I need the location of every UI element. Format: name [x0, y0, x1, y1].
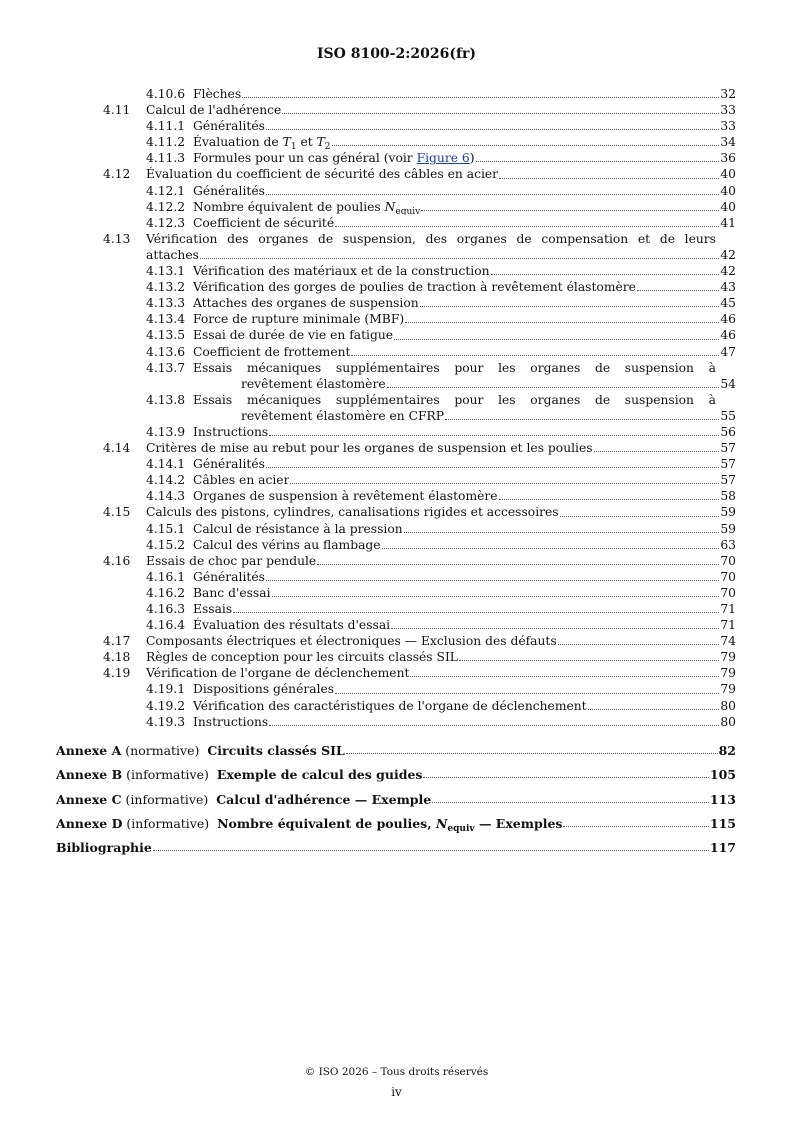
- toc-number: 4.16.3: [146, 602, 186, 616]
- toc-entry[interactable]: [56, 569, 736, 585]
- dot-leader: [563, 826, 708, 827]
- toc-entry[interactable]: [56, 440, 736, 456]
- toc-title: Composants électriques et électroniques — Exclusion des défauts: [146, 634, 557, 649]
- toc-number: 4.19.3: [146, 714, 186, 729]
- toc-entry[interactable]: [56, 279, 736, 295]
- toc-number: 4.13.6: [146, 344, 186, 359]
- toc-number: 4.13.1: [146, 264, 186, 279]
- toc-title: Attaches des organes de suspension: [193, 296, 419, 311]
- dot-leader: [272, 596, 720, 597]
- toc-number: 4.13.9: [146, 424, 186, 439]
- toc-entry[interactable]: [56, 504, 736, 520]
- toc-entry[interactable]: [56, 118, 736, 134]
- toc-page: 40: [720, 167, 736, 182]
- toc-title: Généralités: [193, 183, 265, 198]
- dot-leader: [317, 564, 719, 565]
- toc-entry[interactable]: [56, 424, 736, 440]
- dot-leader: [423, 777, 708, 778]
- toc-page: 70: [720, 585, 736, 600]
- toc-page: 40: [720, 199, 736, 214]
- dot-leader: [432, 802, 709, 803]
- dot-leader: [290, 483, 719, 484]
- toc-entry[interactable]: [56, 633, 736, 649]
- toc-title: Calcul de l'adhérence: [146, 103, 282, 118]
- dot-leader: [637, 290, 719, 291]
- toc-page: 46: [720, 328, 736, 343]
- toc-title: Coefficient de sécurité: [193, 215, 335, 230]
- toc-page: 70: [720, 569, 736, 584]
- toc-number: 4.13: [103, 231, 131, 246]
- toc-entry[interactable]: [56, 698, 736, 714]
- toc-title: Essais: [193, 602, 233, 616]
- toc-page: 40: [720, 183, 736, 198]
- toc-entry[interactable]: [56, 392, 736, 424]
- toc-number: 4.15.1: [146, 521, 186, 536]
- toc-page: 58: [720, 489, 736, 504]
- annex-page: 113: [709, 791, 736, 807]
- toc-page: 80: [720, 714, 736, 729]
- dot-leader: [476, 161, 720, 162]
- toc-title: Généralités: [193, 457, 265, 472]
- copyright-footer: © ISO 2026 – Tous droits réservés: [304, 1066, 489, 1078]
- document-header: ISO 8100-2:2026(fr): [316, 46, 477, 62]
- toc-number: 4.11: [103, 103, 131, 118]
- dot-leader: [499, 499, 720, 500]
- toc-number: 4.14: [103, 441, 131, 456]
- annex-entry-d[interactable]: [56, 807, 736, 834]
- toc-number: 4.12: [103, 167, 131, 182]
- toc-entry[interactable]: [56, 681, 736, 697]
- toc-title-line-2-text: revêtement élastomère: [241, 376, 386, 391]
- toc-page: 43: [720, 280, 736, 295]
- annex-label: Annexe C: [56, 791, 122, 807]
- toc-page: 41: [720, 215, 736, 230]
- toc-page: 33: [720, 103, 736, 118]
- annex-kind: (informative): [126, 815, 210, 831]
- dot-leader: [269, 435, 719, 436]
- dot-leader: [420, 306, 720, 307]
- annex-label: Annexe D: [56, 815, 123, 831]
- toc-title: Généralités: [193, 119, 265, 134]
- toc-title: Généralités: [193, 569, 265, 584]
- toc-number: 4.13.3: [146, 296, 186, 311]
- annex-title-formula: Nombre équivalent de poulies, $N_{equiv}$ — Exemples: [217, 815, 563, 834]
- toc-number: 4.13.4: [146, 312, 186, 327]
- dot-leader: [332, 145, 720, 146]
- annex-label: Annexe B: [56, 767, 123, 783]
- annex-page: 105: [709, 767, 736, 783]
- dot-leader: [153, 850, 709, 851]
- toc-entry[interactable]: [56, 327, 736, 343]
- toc-number: 4.19: [103, 666, 131, 681]
- toc-number: 4.18: [103, 650, 131, 665]
- toc-title: Instructions: [193, 714, 269, 729]
- dot-leader: [459, 660, 719, 661]
- annex-entry-a[interactable]: [56, 734, 736, 758]
- dot-leader: [266, 580, 719, 581]
- dot-leader: [404, 532, 720, 533]
- toc-title: Flèches: [193, 87, 242, 101]
- annex-title: Calcul d'adhérence — Exemple: [216, 791, 432, 807]
- annex-kind: (normative): [125, 743, 200, 759]
- toc-number: 4.19.1: [146, 682, 186, 697]
- dot-leader: [382, 548, 720, 549]
- toc-title: Évaluation du coefficient de sécurité des câbles en acier: [146, 167, 499, 182]
- toc-title-line-2: [146, 247, 736, 263]
- toc-page: 71: [720, 602, 736, 616]
- toc-page: 63: [720, 537, 736, 552]
- annex-page: 82: [718, 743, 736, 759]
- toc-title: Organes de suspension à revêtement élastomère: [193, 489, 498, 504]
- toc-title: Calcul des vérins au flambage: [193, 537, 381, 552]
- toc-number: 4.11.3: [146, 151, 186, 166]
- toc-entry[interactable]: [56, 86, 736, 102]
- toc-page: 70: [720, 553, 736, 568]
- toc-title: Calculs des pistons, cylindres, canalisations rigides et accessoires: [146, 505, 559, 520]
- toc-number: 4.13.8: [146, 392, 186, 407]
- dot-leader: [387, 387, 720, 388]
- toc-title: Vérification des matériaux et de la construction: [193, 264, 490, 279]
- toc-number: 4.14.2: [146, 473, 186, 488]
- toc-number: 4.15.2: [146, 537, 186, 552]
- toc-number: 4.13.7: [146, 360, 186, 375]
- toc-title-line-1: Essais mécaniques supplémentaires pour les organes de suspension à: [193, 360, 716, 375]
- toc-title: Vérification des gorges de poulies de traction à revêtement élastomère: [193, 280, 636, 295]
- toc-title: Essai de durée de vie en fatigue: [193, 328, 394, 343]
- toc-title-line-2: [193, 376, 736, 392]
- toc-entry[interactable]: [56, 150, 736, 166]
- annex-entry-c[interactable]: [56, 782, 736, 806]
- dot-leader: [445, 419, 719, 420]
- toc-number: 4.13.2: [146, 280, 186, 295]
- toc-number: 4.12.1: [146, 183, 186, 198]
- toc-entry[interactable]: [56, 585, 736, 601]
- dot-leader: [588, 709, 720, 710]
- toc-entry[interactable]: [56, 199, 736, 215]
- toc-title-multiline: [193, 360, 736, 392]
- toc-page: 74: [720, 634, 736, 649]
- toc-entry[interactable]: [56, 311, 736, 327]
- toc-number: 4.19.2: [146, 698, 186, 713]
- toc-page: 71: [720, 618, 736, 633]
- toc-entry[interactable]: [56, 344, 736, 360]
- toc-page: 36: [720, 151, 736, 166]
- toc-entry[interactable]: [56, 360, 736, 392]
- toc-page: 32: [720, 87, 736, 101]
- toc-number: 4.16.1: [146, 569, 186, 584]
- dot-leader: [269, 725, 719, 726]
- toc-number: 4.10.6: [146, 87, 186, 101]
- toc-entry[interactable]: [56, 601, 736, 617]
- dot-leader: [491, 274, 720, 275]
- toc-number: 4.11.2: [146, 135, 186, 150]
- toc-entry[interactable]: [56, 102, 736, 118]
- toc-entry[interactable]: [56, 617, 736, 633]
- toc-entry[interactable]: [56, 263, 736, 279]
- annex-page: 115: [709, 815, 736, 831]
- toc-number: 4.11.1: [146, 119, 186, 134]
- annex-kind: (informative): [125, 791, 209, 807]
- toc-page: 55: [720, 408, 736, 423]
- dot-leader: [266, 129, 719, 130]
- figure-6-link[interactable]: Figure 6: [416, 151, 470, 166]
- toc-title: Instructions: [193, 424, 269, 439]
- toc-page: 79: [720, 666, 736, 681]
- toc-page: 57: [720, 457, 736, 472]
- toc-entry[interactable]: [56, 295, 736, 311]
- toc-entry[interactable]: [56, 488, 736, 504]
- toc-title: Critères de mise au rebut pour les organes de suspension et les poulies: [146, 441, 593, 456]
- toc-entry[interactable]: [56, 472, 736, 488]
- toc-entry[interactable]: [56, 166, 736, 182]
- toc-title-formula: Évaluation de $T_1$ et $T_2$: [193, 135, 331, 151]
- dot-leader: [346, 753, 718, 754]
- toc-title: Calcul de résistance à la pression: [193, 521, 403, 536]
- toc-page: 59: [720, 521, 736, 536]
- toc-page: 42: [720, 264, 736, 279]
- toc-title: Essais de choc par pendule: [146, 553, 317, 568]
- toc-number: 4.12.2: [146, 199, 186, 214]
- toc-number: 4.16.4: [146, 618, 186, 633]
- toc-page: 42: [720, 247, 736, 262]
- bibliography-label: Bibliographie: [56, 840, 152, 856]
- toc-title-multiline: [193, 392, 736, 424]
- toc-title: Évaluation des résultats d'essai: [193, 618, 391, 633]
- dot-leader: [282, 113, 719, 114]
- dot-leader: [351, 355, 719, 356]
- toc-page: 80: [720, 698, 736, 713]
- toc-page: 47: [720, 344, 736, 359]
- dot-leader: [394, 339, 719, 340]
- dot-leader: [335, 693, 719, 694]
- toc-entry[interactable]: [56, 183, 736, 199]
- toc-number: 4.15: [103, 505, 131, 520]
- toc-title: Dispositions générales: [193, 682, 335, 697]
- toc-title-multiline: [146, 231, 736, 263]
- toc-entry[interactable]: [56, 231, 736, 263]
- toc-page: 33: [720, 119, 736, 134]
- dot-leader: [405, 322, 719, 323]
- bibliography-page: 117: [709, 840, 736, 856]
- toc-title: Câbles en acier: [193, 473, 290, 488]
- toc-title-line-1: Essais mécaniques supplémentaires pour les organes de suspension à: [193, 392, 716, 407]
- dot-leader: [233, 612, 719, 613]
- annex-title: Circuits classés SIL: [207, 743, 345, 759]
- toc-page: 56: [720, 424, 736, 439]
- toc-title: Coefficient de frottement: [193, 344, 351, 359]
- toc-title: Vérification des caractéristiques de l'organe de déclenchement: [193, 698, 587, 713]
- toc-title: Vérification de l'organe de déclenchement: [146, 666, 410, 681]
- annex-label: Annexe A: [56, 743, 122, 759]
- annex-title: Exemple de calcul des guides: [216, 767, 423, 783]
- toc-title: Force de rupture minimale (MBF): [193, 312, 405, 327]
- toc-number: 4.13.5: [146, 328, 186, 343]
- toc-title-line-2-text: attaches: [146, 247, 199, 262]
- toc-page: 34: [720, 135, 736, 150]
- toc-page: 57: [720, 441, 736, 456]
- annex-entry-b[interactable]: [56, 758, 736, 782]
- toc-number: 4.16: [103, 553, 131, 568]
- toc-page: 54: [720, 376, 736, 391]
- toc-title-with-link: Formules pour un cas général (voir Figure 6): [193, 151, 475, 166]
- toc-page: 59: [720, 505, 736, 520]
- toc-number: 4.12.3: [146, 215, 186, 230]
- toc-entry[interactable]: [56, 665, 736, 681]
- dot-leader: [594, 451, 720, 452]
- dot-leader: [266, 467, 719, 468]
- toc-title-line-1: Vérification des organes de suspension, des organes de compensation et de leurs: [146, 231, 716, 246]
- toc-page: 46: [720, 312, 736, 327]
- toc-number: 4.14.1: [146, 457, 186, 472]
- dot-leader: [200, 258, 719, 259]
- toc-number: 4.14.3: [146, 489, 186, 504]
- toc-entry[interactable]: [56, 553, 736, 569]
- toc-number: 4.17: [103, 634, 131, 649]
- dot-leader: [558, 644, 720, 645]
- toc-entry[interactable]: [56, 134, 736, 150]
- toc-page: 79: [720, 650, 736, 665]
- toc-entry[interactable]: [56, 714, 736, 730]
- toc-title-line-2: [193, 408, 736, 424]
- toc-entry[interactable]: [56, 521, 736, 537]
- toc-page: 57: [720, 473, 736, 488]
- toc-title-formula: Nombre équivalent de poulies $N_{equiv}$: [193, 199, 421, 215]
- page-number: iv: [391, 1085, 402, 1099]
- dot-leader: [335, 226, 719, 227]
- toc-number: 4.16.2: [146, 585, 186, 600]
- table-of-contents: [56, 86, 736, 855]
- dot-leader: [421, 210, 719, 211]
- toc-entry[interactable]: [56, 537, 736, 553]
- toc-page: 45: [720, 296, 736, 311]
- dot-leader: [410, 676, 719, 677]
- dot-leader: [560, 516, 720, 517]
- dot-leader: [391, 628, 719, 629]
- bibliography-entry[interactable]: [56, 831, 736, 855]
- toc-title: Banc d'essai: [193, 585, 271, 600]
- toc-title-line-2-text: revêtement élastomère en CFRP: [241, 408, 445, 423]
- dot-leader: [242, 97, 719, 98]
- toc-page: 79: [720, 682, 736, 697]
- toc-entry[interactable]: [56, 215, 736, 231]
- dot-leader: [266, 194, 719, 195]
- toc-entry[interactable]: [56, 649, 736, 665]
- toc-entry[interactable]: [56, 456, 736, 472]
- toc-title: Règles de conception pour les circuits classés SIL: [146, 650, 458, 665]
- annex-kind: (informative): [126, 767, 209, 783]
- dot-leader: [499, 178, 719, 179]
